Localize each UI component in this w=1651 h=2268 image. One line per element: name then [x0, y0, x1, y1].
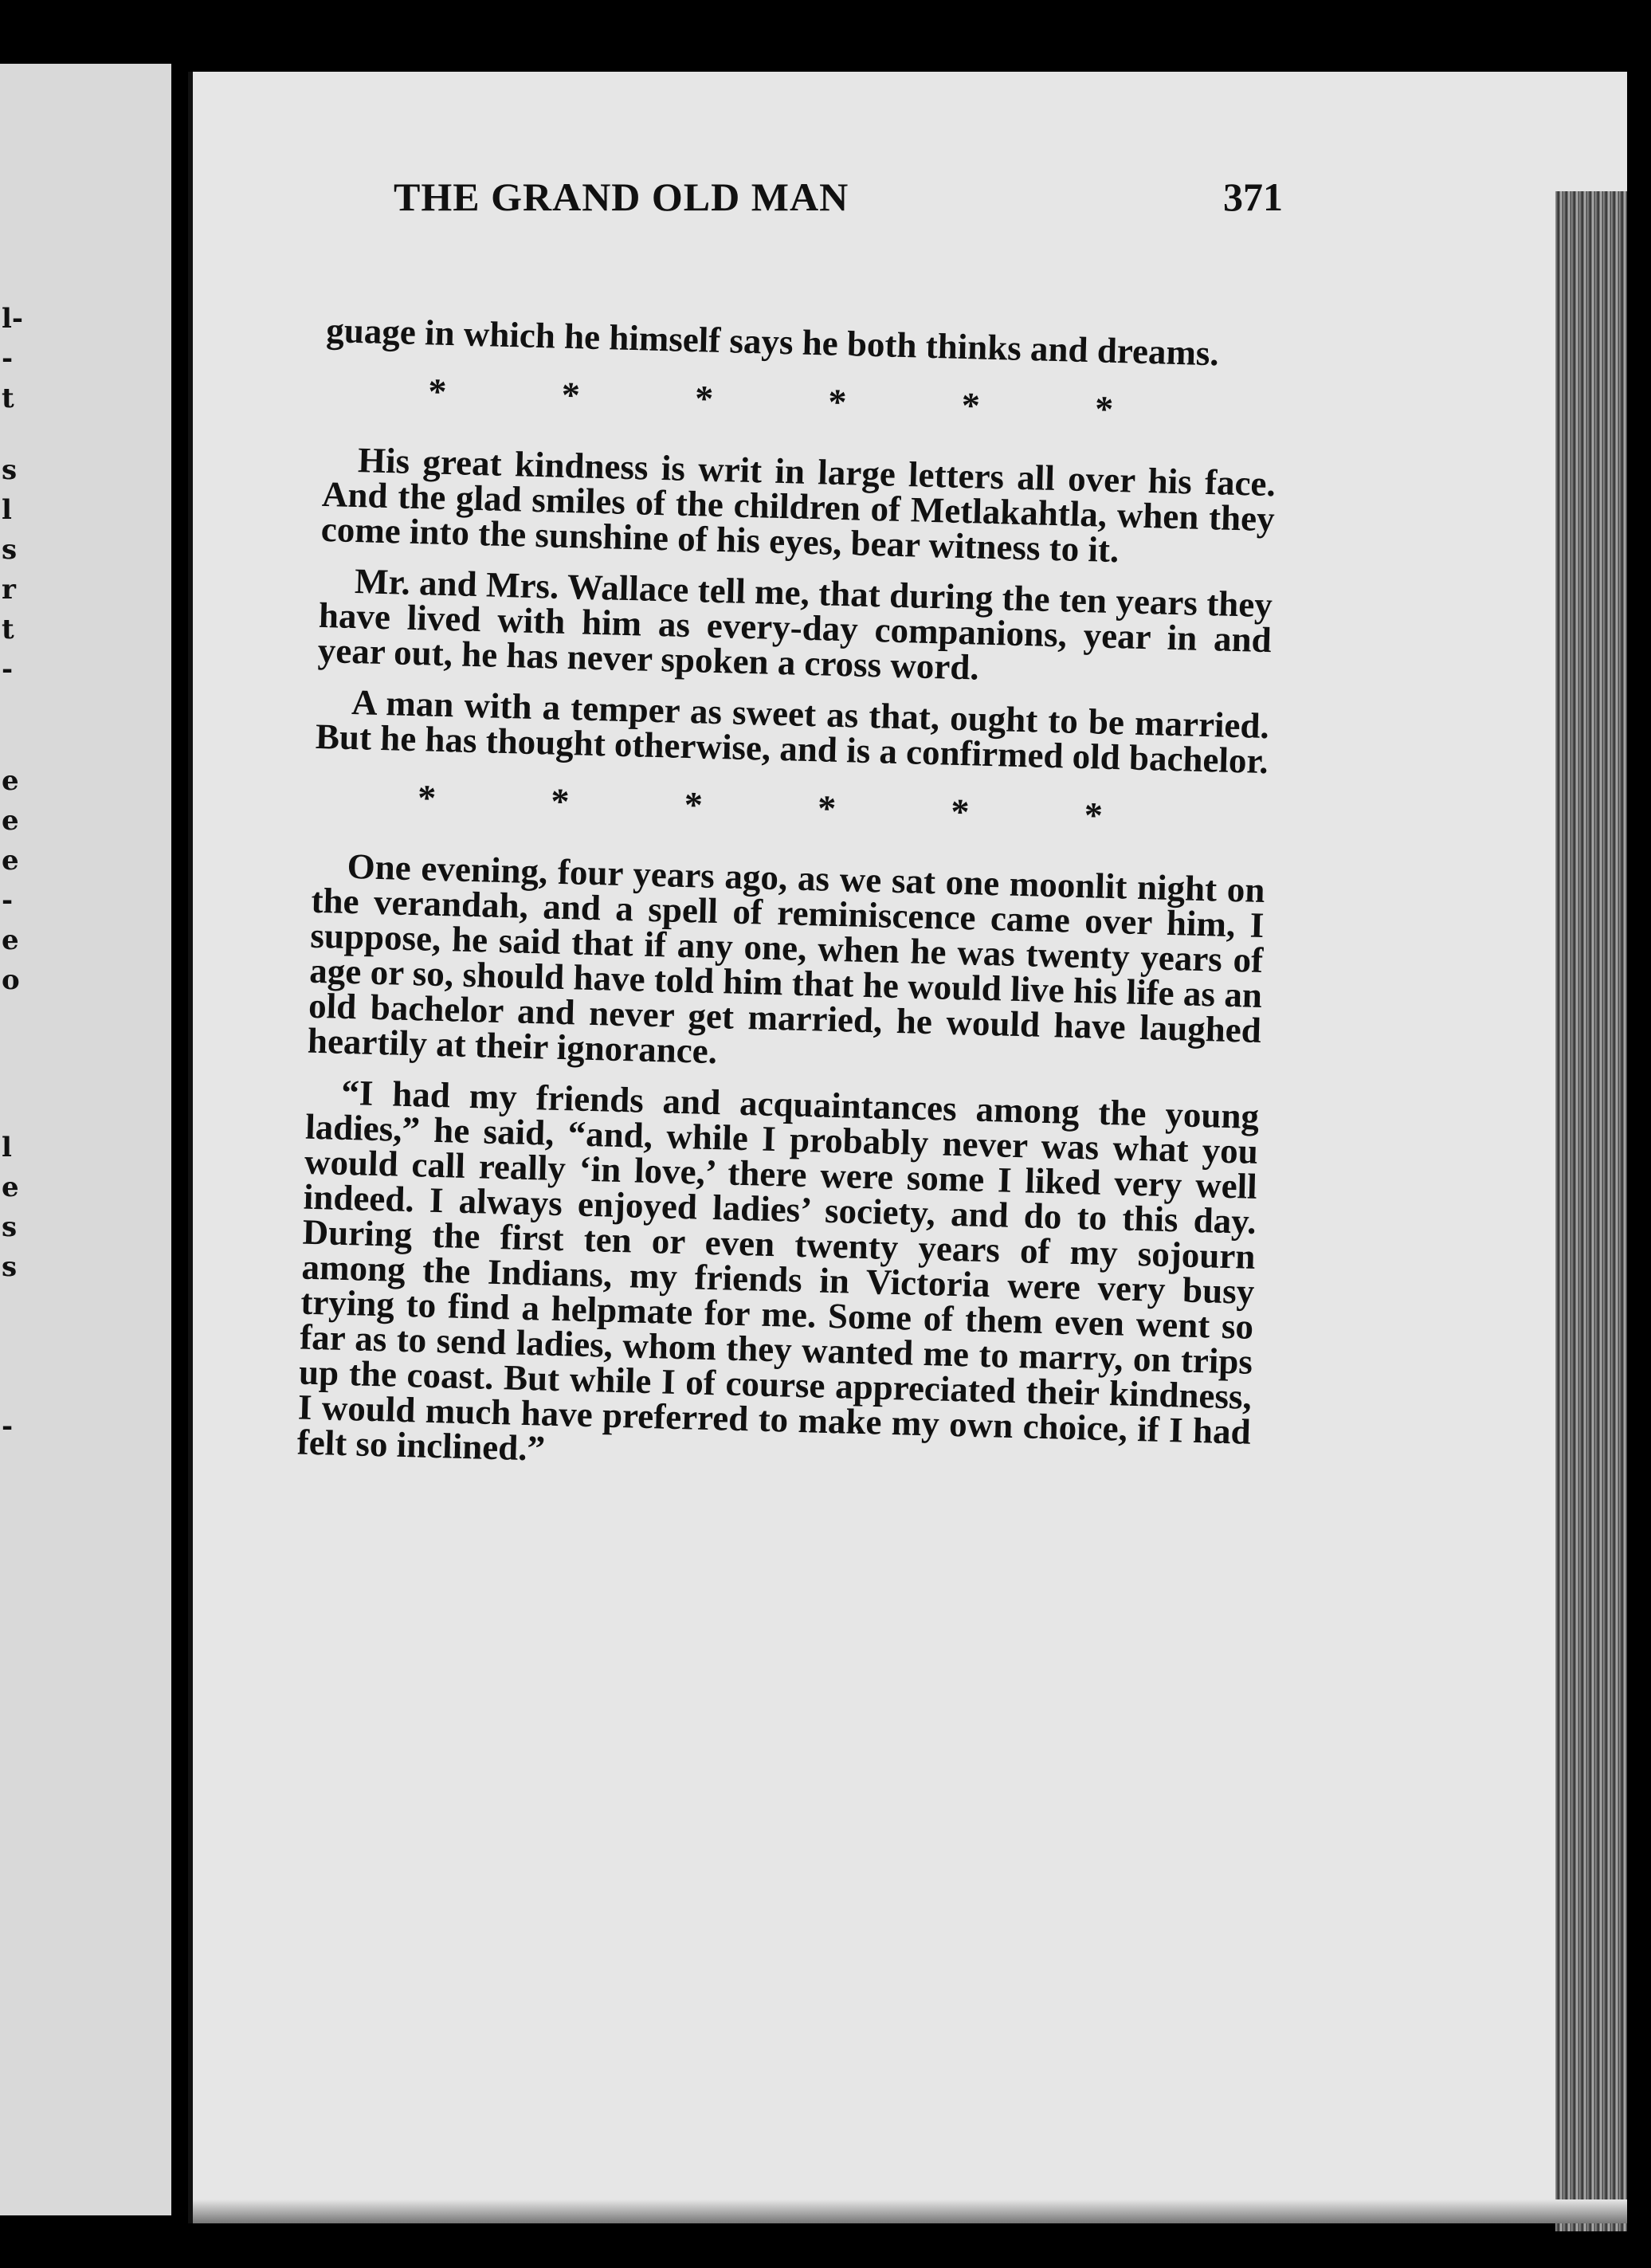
facing-letter: e	[2, 765, 19, 797]
paragraph: guage in which he himself says he both thinks and dreams.	[325, 310, 1220, 374]
running-head	[394, 174, 1283, 230]
separator-asterisk: *	[684, 783, 704, 826]
facing-letter: -	[2, 885, 14, 916]
facing-letter: -	[2, 343, 14, 375]
facing-letter: l	[2, 1132, 12, 1163]
separator-asterisk: *	[950, 791, 971, 833]
paragraph: One evening, four years ago, as we sat one moonlit night on the verandah, and a spell of reminiscence came over him, I suppose, he said that if any one, when he was twenty years of age or so, should have told him that he would live his life as an old bachelor and never get married, he would have laughed heartily at their ignorance.	[307, 846, 1266, 1072]
separator-asterisk: *	[1094, 388, 1114, 430]
paragraph: Mr. and Mrs. Wallace tell me, that during the ten years they have lived with him as every-day companions, year in and year out, he has never spoken a cross word.	[317, 561, 1273, 688]
facing-letter: e	[2, 1171, 19, 1203]
facing-letter: -	[2, 653, 14, 685]
page-bottom-shadow	[193, 2199, 1627, 2223]
facing-letter: s	[2, 534, 18, 566]
facing-letter: s	[2, 1251, 18, 1283]
facing-letter: -	[2, 1411, 14, 1442]
facing-letter: t	[2, 383, 14, 414]
separator-asterisk: *	[417, 777, 437, 818]
facing-letter: s	[2, 454, 18, 486]
facing-page-edge-text	[0, 64, 24, 2215]
separator-asterisk: *	[961, 384, 981, 426]
facing-letter: e	[2, 805, 19, 837]
page-edge	[1555, 191, 1627, 2231]
separator-asterisk: *	[561, 374, 581, 416]
separator-asterisk: *	[817, 787, 837, 829]
facing-letter: l	[2, 494, 12, 526]
facing-page	[0, 64, 171, 2215]
body-text	[296, 312, 1280, 1501]
separator-asterisk: *	[550, 780, 571, 822]
separator-asterisk: *	[1084, 795, 1104, 836]
facing-letter: s	[2, 1211, 18, 1243]
separator-asterisk: *	[427, 371, 448, 412]
facing-letter: o	[2, 964, 20, 996]
paragraph: “I had my friends and acquaintances among the young ladies,” he said, “and, while I probably never was what you would call really ‘in love,’ there were some I liked very well indeed. I always enjoyed ladies’ society, and do to this day. During the first ten or even twenty years of my sojourn among the Indians, my friends in Victoria were very busy trying to find a helpmate for me. Some of them even went so far as to send ladies, whom they wanted me to marry, on trips up the coast. But while I of course appreciated their kindness, I would much have preferred to make my own choice, if I had felt so inclined.”	[296, 1072, 1260, 1469]
section-separator	[427, 371, 1114, 430]
facing-letter: r	[2, 574, 16, 606]
facing-letter: e	[2, 845, 19, 877]
running-title: THE GRAND OLD MAN	[394, 175, 849, 219]
facing-letter: l-	[2, 303, 24, 335]
paragraph: A man with a temper as sweet as that, ought to be married. But he has thought otherwise, and is a confirmed old bachelor.	[315, 681, 1270, 782]
separator-asterisk: *	[694, 378, 714, 419]
facing-letter: t	[2, 614, 14, 645]
paragraph: His great kindness is writ in large letters all over his face. And the glad smiles of the children of Metlakahtla, when they come into the sunshine of his eyes, bear witness to it.	[320, 440, 1276, 571]
page-number: 371	[1223, 175, 1283, 219]
separator-asterisk: *	[827, 381, 848, 423]
section-separator	[417, 777, 1104, 836]
facing-letter: e	[2, 924, 19, 956]
